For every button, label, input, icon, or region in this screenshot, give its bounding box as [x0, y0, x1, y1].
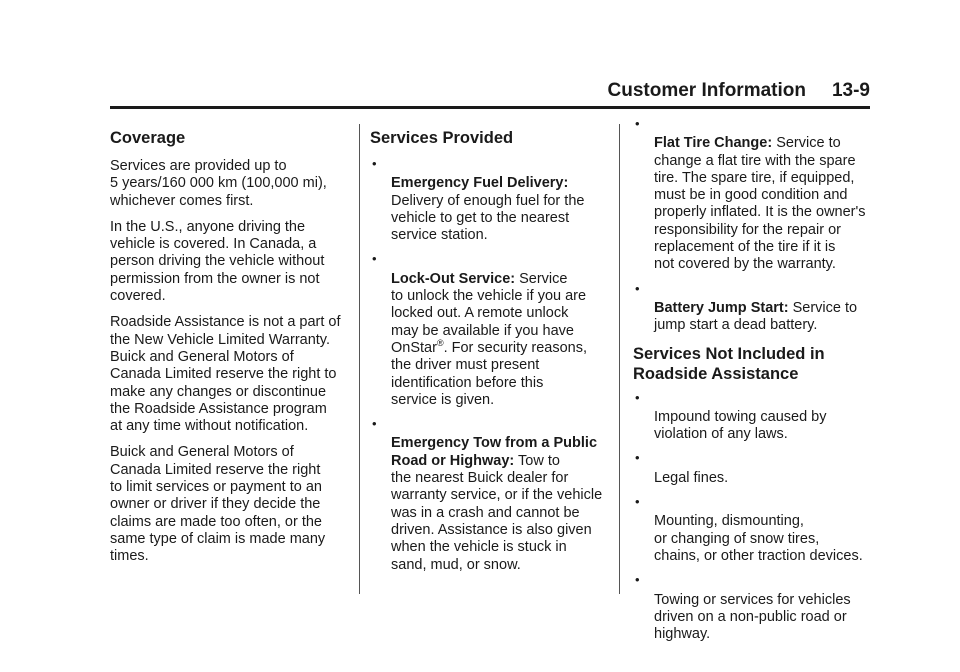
- column-divider: [619, 124, 620, 594]
- list-item: [633, 280, 873, 335]
- item-term: Emergency Tow from a Public Road or Highway:: [391, 435, 598, 469]
- item-term: Emergency Fuel Delivery:: [391, 175, 569, 192]
- list-item: [370, 158, 610, 244]
- list-item: [633, 452, 873, 487]
- services-provided-column: [370, 118, 610, 583]
- item-text: Impound towing caused by violation of any laws.: [654, 408, 827, 443]
- not-included-list: [633, 389, 873, 644]
- list-item: [370, 253, 610, 409]
- bullet-icon: •: [372, 156, 377, 171]
- item-text: Service to unlock the vehicle if you are locked out. A remote unlock may be available if you have OnStar: [391, 270, 587, 356]
- bullet-icon: •: [635, 280, 640, 296]
- list-item: [633, 496, 873, 565]
- coverage-column: [110, 118, 350, 575]
- coverage-paragraph: Services are provided up to 5 years/160 000 km (100,000 mi), whichever comes first.: [110, 158, 327, 209]
- bullet-icon: •: [635, 572, 640, 588]
- list-item: [370, 418, 610, 574]
- bullet-icon: •: [635, 494, 640, 510]
- item-text: Service to jump start a dead battery.: [654, 299, 858, 334]
- item-text: Tow to the nearest Buick dealer for warranty service, or if the vehicle was in a crash and cannot be driven. Assistance is also given when the vehicle is stuck in sand, mud, or snow.: [391, 452, 603, 573]
- item-term: Battery Jump Start:: [654, 299, 789, 316]
- item-text: Towing or services for vehicles driven on a non-public road or highway.: [654, 591, 851, 643]
- section-title: Customer Information: [607, 80, 806, 101]
- list-item: [633, 574, 873, 643]
- item-text: . For security reasons, the driver must present identification before this service is given.: [391, 339, 588, 408]
- item-term: Flat Tire Change:: [654, 135, 773, 152]
- list-item: [633, 118, 873, 274]
- item-text: Mounting, dismounting, or changing of snow tires, chains, or other traction devices.: [654, 513, 863, 564]
- list-item: [633, 389, 873, 444]
- services-provided-list-continued: [633, 118, 873, 335]
- bullet-icon: •: [635, 450, 640, 466]
- coverage-paragraph: In the U.S., anyone driving the vehicle is covered. In Canada, a person driving the vehicle without permission from the owner is not covered.: [110, 218, 325, 305]
- coverage-paragraph: Buick and General Motors of Canada Limited reserve the right to limit services or payment to an owner or driver if they decide the claims are made too often, or the same type of claim is made many times.: [110, 444, 326, 565]
- item-term: Lock-Out Service:: [391, 270, 516, 287]
- services-provided-heading: Services Provided: [370, 129, 514, 147]
- coverage-paragraph: Roadside Assistance is not a part of the New Vehicle Limited Warranty. Buick and General Motors of Canada Limited reserve the right to make any changes or discontinue the Roadside Assistance program at any time without notification.: [110, 314, 341, 435]
- column-divider: [359, 124, 360, 594]
- bullet-icon: •: [372, 416, 377, 432]
- header-rule: [110, 106, 870, 109]
- registered-mark: ®: [436, 338, 444, 349]
- item-text: Legal fines.: [654, 469, 729, 486]
- bullet-icon: •: [635, 389, 640, 405]
- bullet-icon: •: [372, 251, 377, 267]
- not-included-heading: Services Not Included in Roadside Assistance: [633, 344, 825, 383]
- bullet-icon: •: [635, 116, 640, 131]
- item-text: Delivery of enough fuel for the vehicle to get to the nearest service station.: [391, 192, 585, 244]
- services-provided-list: [370, 158, 610, 574]
- page-header: [110, 80, 870, 106]
- item-text: Service to change a flat tire with the spare tire. The spare tire, if equipped, must be in good condition and properly inflated. It is the owner's responsibility for the repair or replacement of the tire if it is not covered by the warranty.: [654, 135, 866, 273]
- services-column-3: [633, 118, 873, 652]
- coverage-heading: Coverage: [110, 129, 186, 147]
- page-number: 13-9: [831, 80, 870, 101]
